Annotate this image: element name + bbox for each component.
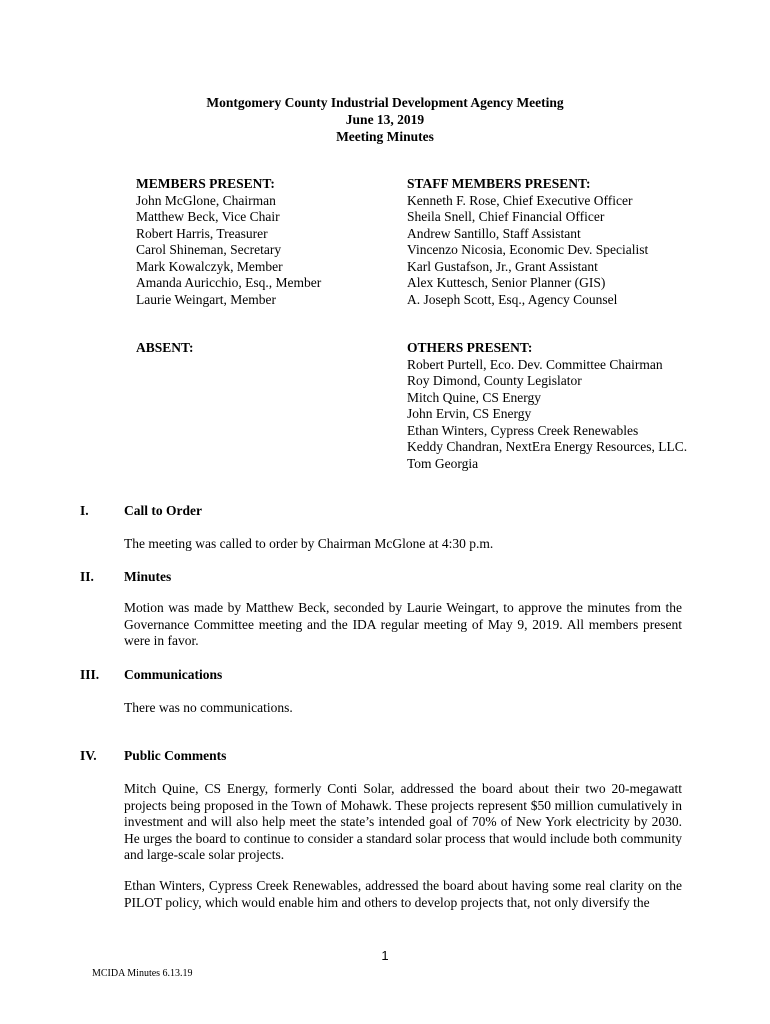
list-item: Karl Gustafson, Jr., Grant Assistant xyxy=(407,258,598,274)
section-title: Minutes xyxy=(124,569,172,584)
list-item: Andrew Santillo, Staff Assistant xyxy=(407,225,581,241)
list-item: Ethan Winters, Cypress Creek Renewables xyxy=(407,422,639,438)
list-item: Roy Dimond, County Legislator xyxy=(407,373,582,388)
section-title: Call to Order xyxy=(124,503,202,518)
others-present-list xyxy=(407,340,747,472)
agency-meeting-title: Montgomery County Industrial Development Agency Meeting xyxy=(206,95,564,110)
list-item: Robert Harris, Treasurer xyxy=(136,225,268,241)
staff-present-heading: STAFF MEMBERS PRESENT: xyxy=(407,176,591,191)
section-number: II. xyxy=(80,569,94,584)
section-paragraph: Motion was made by Matthew Beck, seconded by Laurie Weingart, to approve the minutes from the Governance Committee meeting and the IDA regular meeting of May 9, 2019. All members present were in favor. xyxy=(124,600,682,648)
absent-heading: ABSENT: xyxy=(136,340,194,355)
section-title: Communications xyxy=(124,667,223,682)
list-item: John McGlone, Chairman xyxy=(136,192,276,208)
members-present-heading: MEMBERS PRESENT: xyxy=(136,176,275,191)
list-item: Tom Georgia xyxy=(407,455,479,471)
document-title: Meeting Minutes xyxy=(336,129,434,144)
section-paragraph: There was no communications. xyxy=(124,700,293,715)
page-number: 1 xyxy=(381,948,389,963)
list-item: Alex Kuttesch, Senior Planner (GIS) xyxy=(407,275,606,290)
list-item: Carol Shineman, Secretary xyxy=(136,242,282,257)
list-item: Matthew Beck, Vice Chair xyxy=(136,209,280,224)
section-number: III. xyxy=(80,667,100,682)
list-item: John Ervin, CS Energy xyxy=(407,406,532,421)
members-present-list xyxy=(136,176,386,308)
others-present-heading: OTHERS PRESENT: xyxy=(407,340,533,355)
staff-present-list xyxy=(407,176,747,308)
list-item: A. Joseph Scott, Esq., Agency Counsel xyxy=(407,291,618,307)
section-number: I. xyxy=(80,503,89,518)
section-paragraph: Ethan Winters, Cypress Creek Renewables, addressed the board about having some real clarity on the PILOT policy, which would enable him and others to develop projects that, not only diversify the xyxy=(124,878,682,910)
list-item: Amanda Auricchio, Esq., Member xyxy=(136,275,322,290)
meeting-date: June 13, 2019 xyxy=(345,112,425,127)
section-paragraph: Mitch Quine, CS Energy, formerly Conti Solar, addressed the board about their two 20-megawatt projects being proposed in the Town of Mohawk. These projects represent $50 million cumulatively in investment and will also help meet the state’s intended goal of 70% of New York electricity by 2030. He urges the board to continue to consider a standard solar process that would include both community and large-scale solar projects. xyxy=(124,781,682,862)
list-item: Robert Purtell, Eco. Dev. Committee Chairman xyxy=(407,356,663,372)
list-item: Keddy Chandran, NextEra Energy Resources, LLC. xyxy=(407,439,688,454)
list-item: Kenneth F. Rose, Chief Executive Officer xyxy=(407,192,633,208)
document-header xyxy=(0,94,770,145)
list-item: Mitch Quine, CS Energy xyxy=(407,389,541,405)
list-item: Sheila Snell, Chief Financial Officer xyxy=(407,209,605,224)
document-footer: MCIDA Minutes 6.13.19 xyxy=(92,968,193,979)
list-item: Mark Kowalczyk, Member xyxy=(136,258,283,274)
section-number: IV. xyxy=(80,748,97,763)
list-item: Laurie Weingart, Member xyxy=(136,291,276,307)
absent-list xyxy=(136,340,386,357)
section-paragraph: The meeting was called to order by Chairman McGlone at 4:30 p.m. xyxy=(124,536,494,551)
list-item: Vincenzo Nicosia, Economic Dev. Specialist xyxy=(407,242,649,257)
section-title: Public Comments xyxy=(124,748,227,763)
